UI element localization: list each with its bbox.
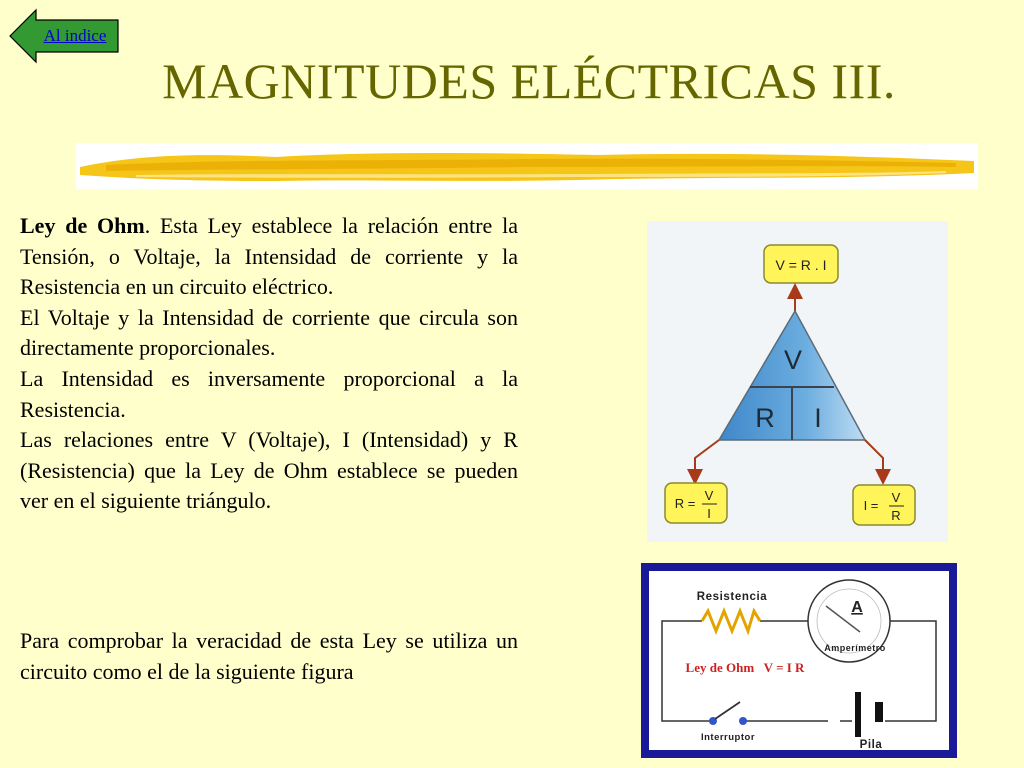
formula-v-text: V = R . I bbox=[775, 257, 827, 273]
paragraph-proportional: El Voltaje y la Intensidad de corriente que circula son directamente proporcionales. bbox=[20, 304, 518, 361]
paragraph-ohm-law bbox=[20, 211, 518, 303]
formula-r-denominator: I bbox=[707, 506, 711, 521]
amperimetro-label: Amperímetro bbox=[824, 643, 886, 653]
ohm-law-lead: Ley de Ohm bbox=[20, 213, 145, 238]
pila-label: Pila bbox=[859, 739, 883, 751]
paragraph-inverse: La Intensidad es inversamente proporcional a la Resistencia. bbox=[20, 365, 518, 422]
ohm-triangle-figure bbox=[647, 221, 948, 542]
arrow-to-r-formula bbox=[695, 440, 719, 477]
triangle-i-label: I bbox=[814, 403, 822, 433]
triangle-r-label: R bbox=[755, 403, 775, 433]
formula-i-lhs: I = bbox=[863, 498, 879, 513]
circuit-diagram bbox=[640, 562, 958, 759]
ohm-circuit-figure bbox=[640, 562, 958, 759]
paragraph-triangle-intro: Las relaciones entre V (Voltaje), I (Intensidad) y R (Resistencia) que la Ley de Ohm establece se pueden ver en el siguiente triángulo. bbox=[20, 427, 518, 514]
brush-stroke-divider bbox=[76, 143, 978, 189]
formula-r-numerator: V bbox=[704, 488, 714, 503]
ohm-triangle-diagram bbox=[647, 221, 948, 542]
formula-i-box bbox=[853, 485, 915, 525]
ammeter-letter: A bbox=[851, 599, 863, 616]
paragraph-circuit-intro: Para comprobar la veracidad de esta Ley se utiliza un circuito como el de la siguiente figura bbox=[20, 628, 518, 684]
closing-text bbox=[20, 626, 518, 687]
formula-v-box bbox=[764, 245, 838, 283]
formula-i-numerator: V bbox=[891, 490, 901, 505]
interruptor-label: Interruptor bbox=[700, 732, 756, 743]
ohm-law-formula: Ley de Ohm V = I R bbox=[685, 660, 805, 675]
page-title: MAGNITUDES ELÉCTRICAS III. bbox=[162, 53, 896, 109]
formula-r-box bbox=[665, 483, 727, 523]
arrow-to-i-formula bbox=[865, 440, 883, 477]
body-text bbox=[20, 211, 518, 517]
formula-r-lhs: R = bbox=[674, 496, 696, 511]
triangle-v-label: V bbox=[783, 345, 803, 375]
back-link-label: Al indice bbox=[43, 26, 107, 45]
formula-i-denominator: R bbox=[891, 508, 901, 523]
resistencia-label: Resistencia bbox=[696, 591, 768, 603]
ohm-law-definition: . Esta Ley establece la relación entre la Tensión, o Voltaje, la Intensidad de corriente y la Resistencia en un circuito eléctrico. bbox=[20, 213, 518, 300]
